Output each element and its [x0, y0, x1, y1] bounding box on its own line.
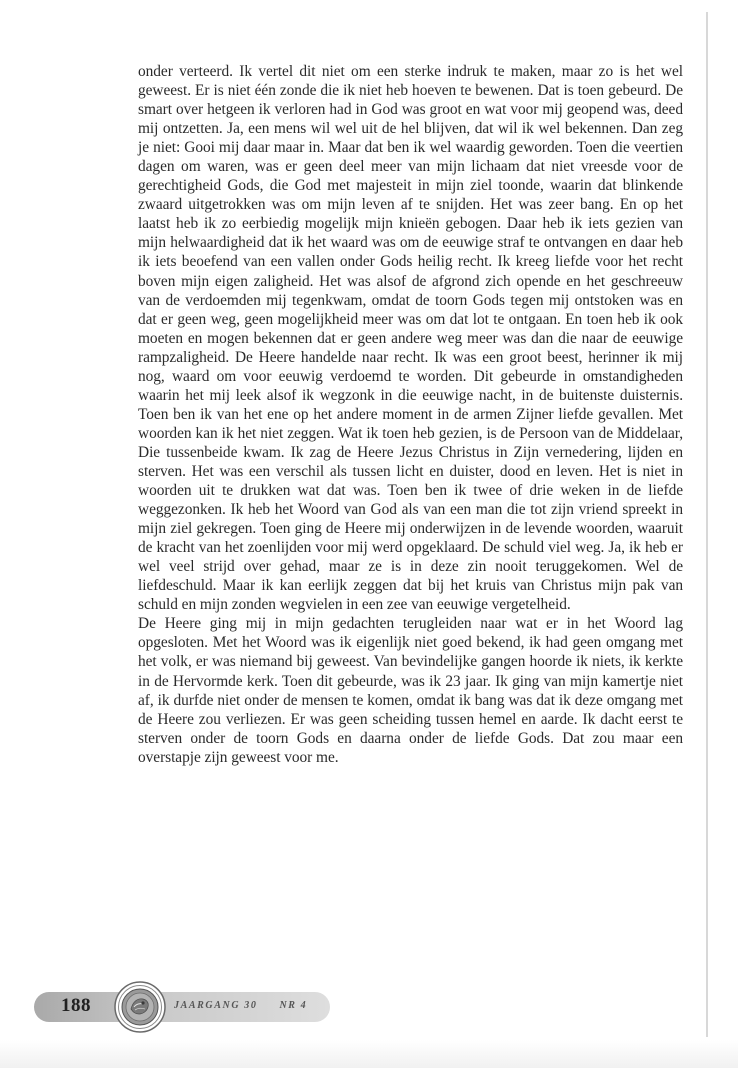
paragraph-1: onder verteerd. Ik vertel dit niet om een sterke indruk te maken, maar zo is het wel geweest. Er is niet één zonde die ik niet heb hoeven te bewenen. Dat is toen gebeurd. De smart over hetgeen ik verloren had in God was groot en wat voor mij geopend was, deed mij ontzetten. Ja, een mens wil wel uit de hel blijven, dat wil ik wel bekennen. Dan zeg je niet: Gooi mij daar maar in. Maar dat ben ik wel waardig geworden. Toen die veertien dagen om waren, was er geen deel meer van mijn lichaam dat niet vreesde voor de gerechtigheid Gods, die God met majesteit in mijn ziel toonde, waarin dat blinkende zwaard uitgetrokken was om mijn leven af te snijden. Het was zeer bang. En op het laatst heb ik zo eerbiedig mogelijk mijn knieën gebogen. Daar heb ik iets gezien van mijn helwaardigheid dat ik het waard was om de eeuwige straf te ontvangen en daar heb ik iets beoefend van een vallen onder Gods heilig recht. Ik kreeg liefde voor het recht boven mijn eigen zaligheid. Het was alsof de afgrond zich opende en het geschreeuw van de verdoemden mij tegenkwam, omdat de toorn Gods tegen mij ontstoken was en dat er geen weg, geen mogelijkheid meer was om dat lot te ontgaan. En toen heb ik ook moeten en mogen bekennen dat er geen andere weg meer was dan die naar de eeuwige rampzaligheid. De Heere handelde naar recht. Ik was een groot beest, herinner ik mij nog, waard om voor eeuwig verdoemd te worden. Dit gebeurde in omstandigheden waarin het mij leek alsof ik wegzonk in die eeuwige nacht, in de buitenste duisternis. Toen ben ik van het ene op het andere moment in de armen Zijner liefde gevallen. Met woorden kan ik het niet zeggen. Wat ik toen heb gezien, is de Persoon van de Middelaar, Die tussenbeide kwam. Ik zag de Heere Jezus Christus in Zijn vernedering, lijden en sterven. Het was een verschil als tussen licht en duister, dood en leven. Het is niet in woorden uit te drukken wat dat was. Toen ben ik twee of drie weken in de liefde weggezonken. Ik heb het Woord van God als van een man die tot zijn vriend spreekt in mijn ziel gekregen. Toen ging de Heere mij onderwijzen in de levende woorden, waaruit de kracht van het zoenlijden voor mij werd opgeklaard. De schuld viel weg. Ja, ik heb er wel veel strijd over gehad, maar ze is in deze zin nooit teruggekomen. Wel de liefdeschuld. Maar ik kan eerlijk zeggen dat bij het kruis van Christus mijn pak van schuld en mijn zonden wegvielen in een zee van eeuwige vergetelheid.	[138, 63, 683, 614]
journal-emblem-icon	[114, 981, 166, 1033]
page-edge-line	[706, 12, 708, 1037]
paragraph-2: De Heere ging mij in mijn gedachten terugleiden naar wat er in het Woord lag opgesloten. Met het Woord was ik eigenlijk niet goed bekend, ik had geen omgang met het volk, er was niemand bij geweest. Van bevindelijke gangen hoorde ik niets, ik kerkte in de Hervormde kerk. Toen dit gebeurde, was ik 23 jaar. Ik ging van mijn kamertje niet af, ik durfde niet onder de mensen te komen, omdat ik bang was dat ik deze omgang met de Heere zou verliezen. Er was geen scheiding tussen hemel en aarde. Ik dacht eerst te sterven onder de toorn Gods en daarna onder de liefde Gods. Dat zou maar een overstapje zijn geweest voor me.	[138, 615, 683, 766]
page-bottom-shade	[0, 1040, 738, 1068]
journal-label	[174, 1000, 307, 1011]
issue-label: NR 4	[279, 1000, 308, 1011]
page-footer	[34, 981, 334, 1033]
page-number: 188	[61, 995, 91, 1016]
article-body	[138, 62, 683, 767]
volume-label: JAARGANG 30	[174, 1000, 258, 1011]
